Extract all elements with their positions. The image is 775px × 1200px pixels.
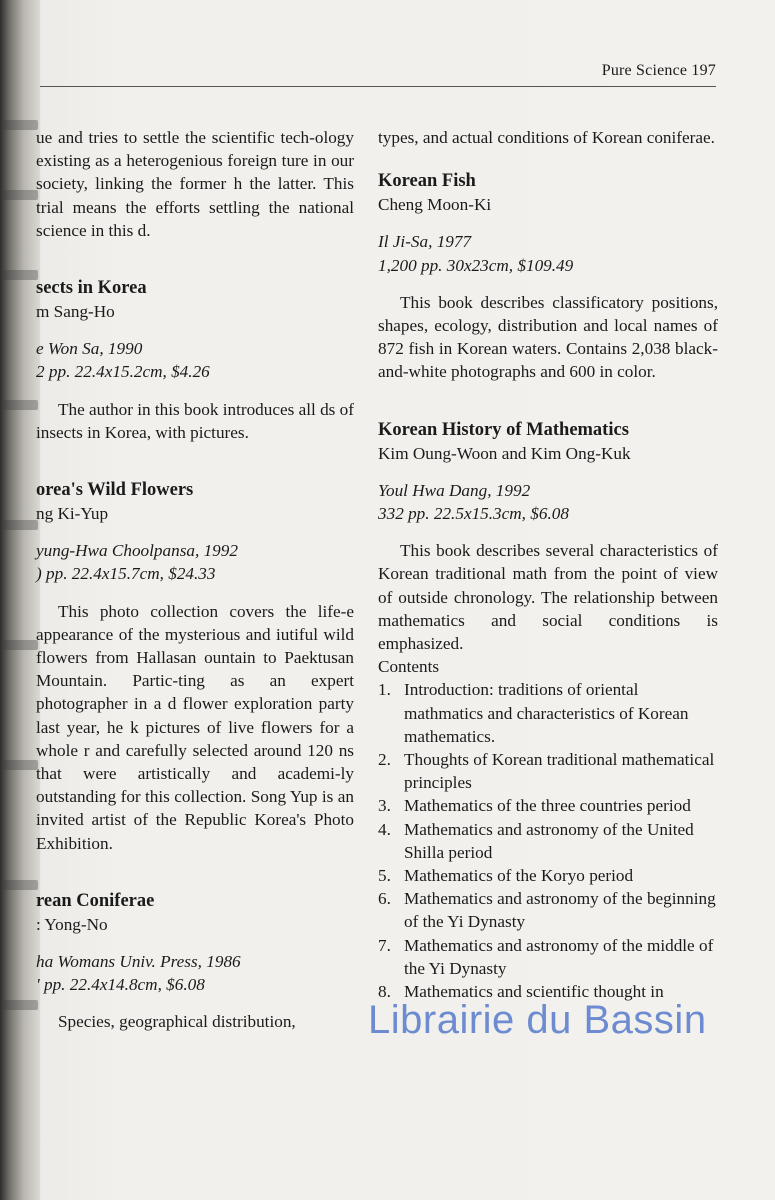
list-item: 8. Mathematics and scientific thought in — [378, 982, 664, 1002]
entry-description: This book describes classificatory positions, shapes, ecology, distribution and local names of 872 fish in Korean waters. Contains 2,038 black-and-white photographs and 600 in color. — [378, 292, 718, 382]
left-column — [36, 126, 354, 1034]
entry-description: The author in this book introduces all ds of insects in Korea, with pictures. — [36, 399, 354, 442]
entry-publisher: Youl Hwa Dang, 1992 — [378, 480, 531, 500]
list-item: 4. Mathematics and astronomy of the United Shilla period — [378, 819, 694, 862]
book-gutter — [0, 0, 40, 1200]
entry-publisher: yung-Hwa Choolpansa, 1992 — [36, 541, 238, 561]
entry-title: sects in Korea — [36, 278, 147, 299]
entry-author: Cheng Moon-Ki — [378, 195, 492, 215]
entry-details: 1,200 pp. 30x23cm, $109.49 — [378, 255, 574, 275]
entry-author: : Yong-No — [36, 914, 108, 934]
contents-list — [378, 678, 718, 1003]
entry-details: ) pp. 22.4x15.7cm, $24.33 — [36, 564, 216, 584]
entry-author: m Sang-Ho — [36, 302, 115, 322]
running-header — [40, 62, 716, 87]
continued-paragraph: types, and actual conditions of Korean coniferae. — [378, 128, 715, 147]
list-item: 7. Mathematics and astronomy of the middle of the Yi Dynasty — [378, 935, 714, 978]
entry-title: Korean History of Mathematics — [378, 419, 629, 440]
entry-publisher: Il Ji-Sa, 1977 — [378, 232, 472, 252]
entry-title: orea's Wild Flowers — [36, 480, 194, 501]
bleed-through-mark — [2, 640, 38, 650]
list-item: 2. Thoughts of Korean traditional mathematical principles — [378, 750, 715, 793]
entry-author: Kim Oung-Woon and Kim Ong-Kuk — [378, 443, 631, 463]
entry-title: rean Coniferae — [36, 890, 155, 911]
entry-title: Korean Fish — [378, 171, 476, 192]
bleed-through-mark — [2, 520, 38, 530]
entry-details: 2 pp. 22.4x15.2cm, $4.26 — [36, 362, 210, 382]
contents-label: Contents — [378, 657, 440, 677]
entry-description: This photo collection covers the life-e appearance of the mysterious and iutiful wild flowers from Hallasan ountain to Paektusan Mountain. Partic-ting as an expert photographer in a d flower exploration party last year, he k pictures of live flowers for a whole r and carefully selected around 120 ns that were artistically and academi-ly outstanding for this collection. Song Yup is an invited artist of the Republic Korea's Photo Exhibition. — [36, 601, 354, 853]
bleed-through-mark — [2, 270, 38, 280]
continued-paragraph: ue and tries to settle the scientific tech-ology existing as a heterogenious foreign ture in our society, linking the former h the latter. This trial means the efforts settling the national science in this d. — [36, 128, 354, 240]
bleed-through-mark — [2, 400, 38, 410]
page-title: Pure Science 197 — [601, 62, 716, 79]
bleed-through-mark — [2, 190, 38, 200]
watermark: Librairie du Bassin — [368, 998, 707, 1042]
entry-details: 332 pp. 22.5x15.3cm, $6.08 — [378, 504, 569, 524]
list-item: 1. Introduction: traditions of oriental mathmatics and characteristics of Korean mathematics. — [378, 680, 689, 746]
bleed-through-mark — [2, 880, 38, 890]
bleed-through-mark — [2, 120, 38, 130]
bleed-through-mark — [2, 1000, 38, 1010]
list-item: 5. Mathematics of the Koryo period — [378, 866, 634, 886]
list-item: 3. Mathematics of the three countries period — [378, 796, 691, 816]
bleed-through-mark — [2, 760, 38, 770]
list-item: 6. Mathematics and astronomy of the beginning of the Yi Dynasty — [378, 889, 716, 932]
entry-description: Species, geographical distribution, — [58, 1012, 296, 1032]
entry-publisher: ha Womans Univ. Press, 1986 — [36, 952, 241, 972]
entry-details: ' pp. 22.4x14.8cm, $6.08 — [36, 975, 205, 995]
entry-author: ng Ki-Yup — [36, 504, 109, 524]
entry-publisher: e Won Sa, 1990 — [36, 339, 143, 359]
right-column — [378, 126, 718, 1003]
entry-description: This book describes several characteristics of Korean traditional math from the point of view of outside chronology. The relationship between mathematics and social conditions is emphasized. — [378, 541, 718, 654]
